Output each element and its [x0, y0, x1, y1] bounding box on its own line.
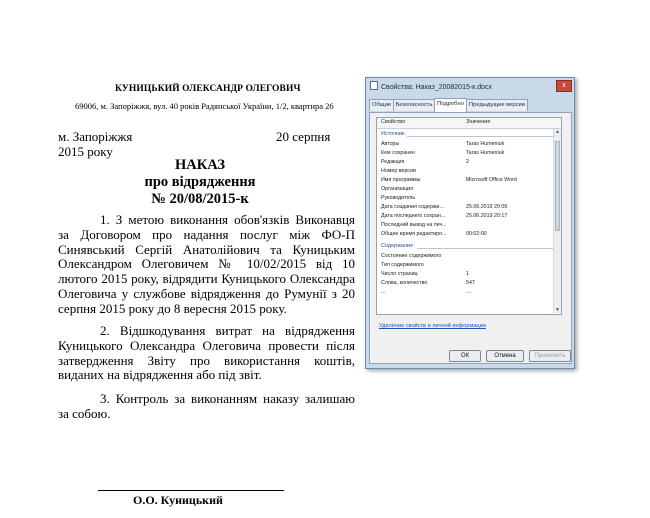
- list-item[interactable]: Имя программы Microsoft Office Word: [381, 177, 517, 183]
- column-property[interactable]: Свойство: [381, 119, 406, 125]
- dialog-title-bar: [370, 81, 492, 91]
- document-icon: [370, 81, 378, 90]
- tab-previous-versions[interactable]: Предыдущие версии: [466, 99, 528, 111]
- list-item[interactable]: Число страниц 1: [381, 271, 469, 277]
- document-title-block: [100, 157, 300, 208]
- scroll-up-icon[interactable]: ▲: [555, 129, 560, 135]
- document-number: № 20/08/2015-к: [151, 191, 249, 207]
- list-item[interactable]: Общее время редактиро... 00:02:00: [381, 231, 487, 237]
- list-header: [377, 118, 561, 129]
- list-item[interactable]: ... ....: [381, 289, 472, 295]
- list-item[interactable]: Руководитель: [381, 195, 416, 201]
- list-item[interactable]: Слова, количество 547: [381, 280, 475, 286]
- ok-button[interactable]: ОК: [449, 350, 481, 362]
- issuer-name: КУНИЦЬКИЙ ОЛЕКСАНДР ОЛЕГОВИЧ: [115, 84, 301, 94]
- list-scrollbar[interactable]: [553, 129, 561, 313]
- document-year: 2015 року: [58, 144, 113, 159]
- scroll-down-icon[interactable]: ▼: [555, 307, 560, 313]
- list-item[interactable]: Последний вывод на печ...: [381, 222, 447, 228]
- paragraph-1: 1. З метою виконання обов'язків Виконавця за Договором про надання послуг між ФО-П Синявський Сергій Анатолійович та Куницьким Олександром Олеговичем № 10/02/2015 від 10 лютого 2015 року, відрядити Куницького Олександра Олеговича у службове відрядження до Румунії з 20 серпня 2015 року до 8 вересня 2015 року.: [58, 212, 355, 316]
- remove-properties-link[interactable]: Удаление свойств и личной информации: [379, 323, 486, 329]
- list-item[interactable]: Организация: [381, 186, 413, 192]
- list-item[interactable]: Авторы Taras Humeniuk: [381, 141, 505, 147]
- signature-line: [98, 490, 284, 491]
- cancel-button[interactable]: Отмена: [486, 350, 524, 362]
- section-source: Источник: [381, 131, 405, 137]
- properties-list[interactable]: [376, 117, 562, 315]
- list-item[interactable]: Редакция 2: [381, 159, 469, 165]
- dialog-title: Свойства: Наказ_20082015-к.docx: [381, 84, 492, 91]
- apply-button[interactable]: Применить: [529, 350, 571, 362]
- signature-name: О.О. Куницький: [133, 493, 223, 507]
- paragraph-2: 2. Відшкодування витрат на відрядження Куницького Олександра Олеговича провести після затвердження Звіту про використання коштів, виданих на відрядження або під звіт.: [58, 323, 355, 383]
- issuer-address: 69006, м. Запоріжжя, вул. 40 років Радянської України, 1/2, квартира 26: [75, 101, 334, 111]
- document-city: м. Запоріжжя: [58, 129, 133, 144]
- section-divider: [407, 136, 557, 137]
- list-item[interactable]: Номер версии: [381, 168, 416, 174]
- section-divider: [417, 248, 557, 249]
- details-panel: [369, 112, 572, 364]
- list-item[interactable]: Тип содержимого: [381, 262, 424, 268]
- close-button[interactable]: x: [556, 80, 572, 92]
- properties-dialog: [365, 77, 575, 369]
- list-item[interactable]: Состояние содержимого: [381, 253, 442, 259]
- document-title: НАКАЗ: [174, 157, 226, 173]
- tab-security[interactable]: Безопасность: [393, 99, 435, 111]
- list-item[interactable]: Дата последнего сохран... 25.06.2019 20:17: [381, 213, 508, 219]
- scroll-thumb[interactable]: [555, 141, 560, 231]
- section-content: Содержание: [381, 243, 414, 249]
- list-item[interactable]: Дата создания содержи... 25.06.2019 20:09: [381, 204, 508, 210]
- list-item[interactable]: Кем сохранен Taras Humeniuk: [381, 150, 505, 156]
- document-subtitle: про відрядження: [144, 174, 256, 190]
- tab-details[interactable]: Подробно: [434, 98, 467, 112]
- tab-general[interactable]: Общие: [369, 99, 394, 111]
- column-value[interactable]: Значение: [466, 119, 491, 125]
- paragraph-3: 3. Контроль за виконанням наказу залишаю за собою.: [58, 391, 355, 421]
- document-date: 20 серпня: [276, 129, 331, 144]
